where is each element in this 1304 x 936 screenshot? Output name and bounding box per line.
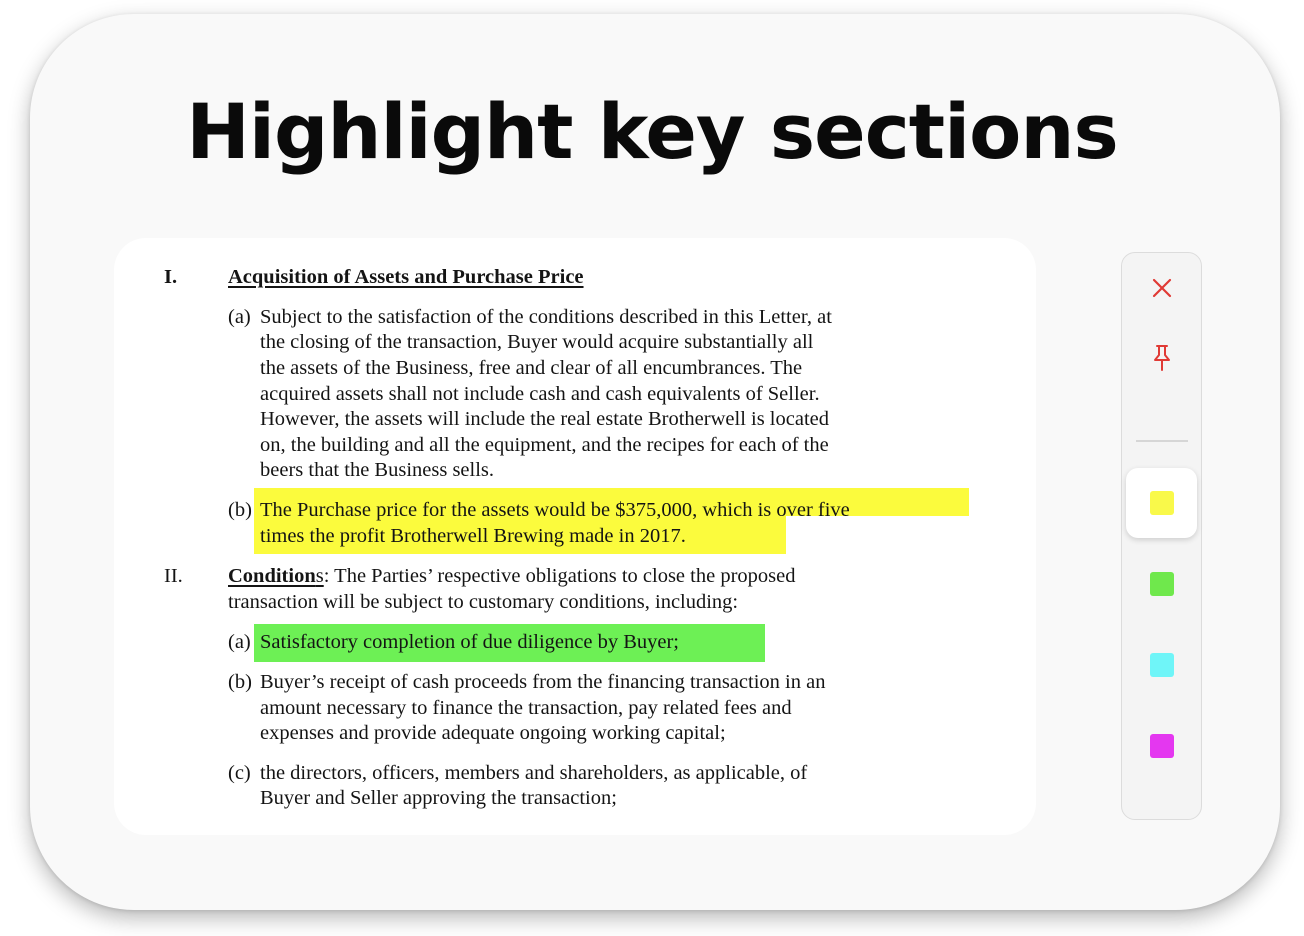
- section-number: I.: [164, 266, 178, 288]
- document-page: [114, 238, 1036, 835]
- close-button[interactable]: [1141, 267, 1183, 309]
- item-label: (c): [228, 762, 251, 784]
- text-line: However, the assets will include the real estate Brotherwell is located: [260, 408, 829, 430]
- text-line: transaction will be subject to customary conditions, including:: [228, 591, 739, 613]
- text-line: the directors, officers, members and shareholders, as applicable, of: [260, 762, 808, 784]
- highlighted-text-line: times the profit Brotherwell Brewing made in 2017.: [260, 525, 686, 547]
- item-label: (a): [228, 306, 251, 328]
- color-swatch-green[interactable]: [1126, 549, 1197, 619]
- item-label: (b): [228, 499, 252, 521]
- section-intro-text: : The Parties’ respective obligations to close the proposed: [323, 565, 796, 587]
- highlighted-text-line: The Purchase price for the assets would be $375,000, which is over five: [260, 499, 850, 521]
- swatch-green: [1150, 572, 1174, 596]
- swatch-magenta: [1150, 734, 1174, 758]
- item-label: (a): [228, 631, 251, 653]
- swatch-cyan: [1150, 653, 1174, 677]
- text-line: amount necessary to finance the transaction, pay related fees and: [260, 697, 792, 719]
- pin-button[interactable]: [1141, 337, 1183, 379]
- close-icon: [1151, 277, 1173, 299]
- section-intro-line: [228, 563, 795, 589]
- section-title: Acquisition of Assets and Purchase Price: [228, 266, 584, 288]
- text-line: beers that the Business sells.: [260, 459, 495, 481]
- color-swatch-magenta[interactable]: [1126, 711, 1197, 781]
- section-number: II.: [164, 565, 183, 587]
- item-label: (b): [228, 671, 252, 693]
- highlight-toolbar: [1121, 252, 1202, 820]
- text-line: acquired assets shall not include cash and cash equivalents of Seller.: [260, 383, 820, 405]
- toolbar-divider: [1136, 440, 1188, 442]
- text-line: Subject to the satisfaction of the conditions described in this Letter, at: [260, 306, 832, 328]
- text-line: the closing of the transaction, Buyer would acquire substantially all: [260, 331, 814, 353]
- swatch-yellow: [1150, 491, 1174, 515]
- section-title-suffix: s: [315, 565, 324, 587]
- highlighted-text-line: Satisfactory completion of due diligence by Buyer;: [260, 631, 679, 653]
- text-line: Buyer and Seller approving the transaction;: [260, 787, 617, 809]
- headline: Highlight key sections: [186, 87, 1118, 176]
- text-line: the assets of the Business, free and clear of all encumbrances. The: [260, 357, 803, 379]
- text-line: Buyer’s receipt of cash proceeds from the financing transaction in an: [260, 671, 826, 693]
- pin-icon: [1150, 344, 1174, 372]
- section-title: Condition: [228, 565, 316, 587]
- text-line: expenses and provide adequate ongoing working capital;: [260, 722, 726, 744]
- text-line: on, the building and all the equipment, and the recipes for each of the: [260, 434, 829, 456]
- color-swatch-yellow[interactable]: [1126, 468, 1197, 538]
- color-swatch-cyan[interactable]: [1126, 630, 1197, 700]
